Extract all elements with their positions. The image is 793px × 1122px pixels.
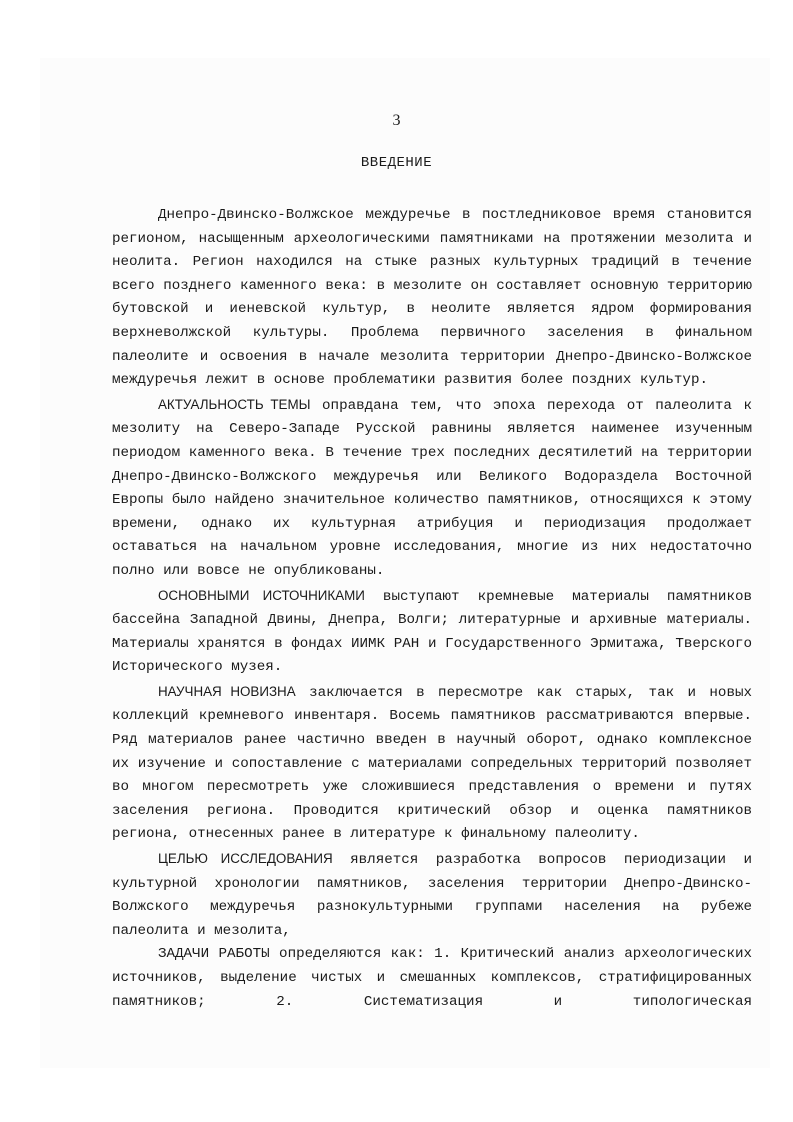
paragraph-sources — [112, 584, 752, 680]
paragraph-text: заключается в пересмотре как старых, так и новых коллекций кремневого инвентаря. Восемь памятников рассматриваются впервые. Ряд материалов ранее частично введен в научный оборот, однако комплексное их изучение и сопоставление с материалами сопредельных территорий позволяет во многом пересмотреть уже сложившиеся представления о времени и путях заселения региона. Проводится критический обзор и оценка памятников региона, отнесенных ранее в литературе к финальному палеолиту. — [112, 684, 752, 843]
paragraph-text: ЗАДАЧИ РАБОТЫ определяются как: 1. Критический анализ археологических источников, выделение чистых и смешанных комплексов, стратифицированных памятников; 2. Систематизация и типологическая — [112, 946, 752, 1010]
paragraph-lead: АКТУАЛЬНОСТЬ ТЕМЫ — [158, 396, 311, 412]
paragraph-text: оправдана тем, что эпоха перехода от палеолита к мезолиту на Северо-Западе Русской равнины является наименее изученным периодом каменного века. В течение трех последних десятилетий на территории Днепро-Двинско-Волжского междуречья или Великого Водораздела Восточной Европы было найдено значительное количество памятников, относящихся к этому времени, однако их культурная атрибуция и периодизация продолжает оставаться на начальном уровне исследования, многие из них недостаточно полно или вовсе не опубликованы. — [112, 397, 752, 579]
paragraph-goal — [112, 847, 752, 943]
paragraph-lead: НАУЧНАЯ НОВИЗНА — [158, 683, 296, 699]
paragraph-text: Днепро-Двинско-Волжское междуречье в постледниковое время становится регионом, насыщенным археологическими памятниками на протяжении мезолита и неолита. Регион находился на стыке разных культурных традиций в течение всего позднего каменного века: в мезолите он составляет основную территорию бутовской и иеневской культур, в неолите является ядром формирования верхневолжской культуры. Проблема первичного заселения в финальном палеолите и освоения в начале мезолита территории Днепро-Двинско-Волжское междуречья лежит в основе проблематики развития более поздних культур. — [112, 207, 752, 389]
paragraph-lead: ОСНОВНЫМИ ИСТОЧНИКАМИ — [158, 587, 365, 603]
paragraph-lead: ЦЕЛЬЮ ИССЛЕДОВАНИЯ — [158, 851, 333, 867]
page-number: 3 — [392, 112, 401, 129]
paragraph-text: выступают кремневые материалы памятников бассейна Западной Двины, Днепра, Волги; литературные и архивные материалы. Материалы хранятся в фондах ИИМК РАН и Государственного Эрмитажа, Тверского Исторического музея. — [112, 588, 752, 676]
paragraph-intro — [112, 204, 752, 393]
paragraph-tasks — [112, 943, 752, 1014]
paragraph-relevance — [112, 393, 752, 584]
document-body — [112, 204, 752, 1014]
paragraph-text: является разработка вопросов периодизации и культурной хронологии памятников, заселения территории Днепро-Двинско-Волжского междуречья разнокультурными группами населения на рубеже палеолита и мезолита, — [112, 852, 752, 939]
paragraph-novelty — [112, 680, 752, 847]
section-heading: ВВЕДЕНИЕ — [360, 155, 433, 171]
